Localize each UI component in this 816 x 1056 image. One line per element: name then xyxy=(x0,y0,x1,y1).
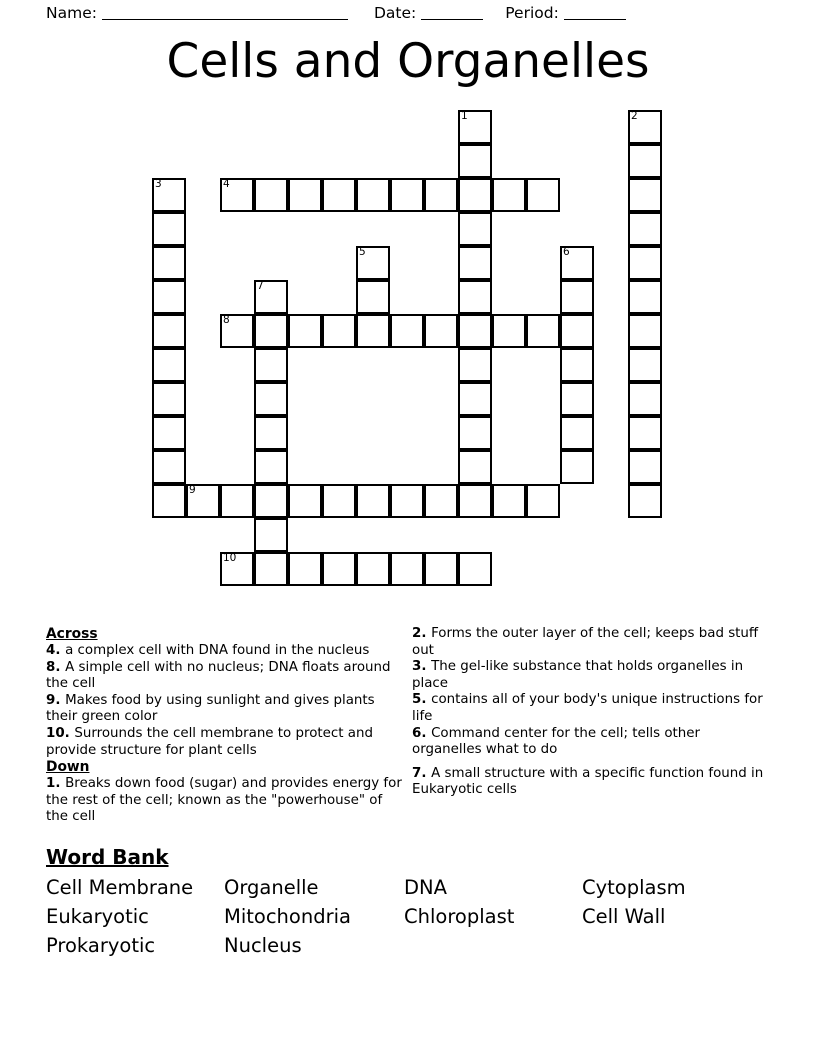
clue-item-1 xyxy=(46,776,402,826)
crossword-cell-r8-c0[interactable] xyxy=(152,382,186,416)
crossword-cell-r6-c7[interactable] xyxy=(390,314,424,348)
crossword-cell-r5-c3[interactable] xyxy=(254,280,288,314)
crossword-cell-r6-c3[interactable] xyxy=(254,314,288,348)
crossword-cell-r5-c14[interactable] xyxy=(628,280,662,314)
crossword-cell-r6-c0[interactable] xyxy=(152,314,186,348)
clue-number: 8. xyxy=(46,659,66,675)
crossword-cell-r7-c9[interactable] xyxy=(458,348,492,382)
clue-item-9 xyxy=(46,693,402,726)
crossword-cell-r9-c0[interactable] xyxy=(152,416,186,450)
period-label: Period: xyxy=(505,4,559,22)
crossword-cell-r5-c12[interactable] xyxy=(560,280,594,314)
clue-text: Makes food by using sunlight and gives plants their green color xyxy=(46,692,375,725)
crossword-cell-r11-c5[interactable] xyxy=(322,484,356,518)
crossword-cell-r9-c9[interactable] xyxy=(458,416,492,450)
crossword-cell-r13-c5[interactable] xyxy=(322,552,356,586)
crossword-cell-r7-c0[interactable] xyxy=(152,348,186,382)
crossword-cell-r4-c9[interactable] xyxy=(458,246,492,280)
crossword-cell-r11-c7[interactable] xyxy=(390,484,424,518)
clue-number: 2. xyxy=(412,626,432,641)
clue-item-7 xyxy=(412,766,770,799)
crossword-cell-r5-c6[interactable] xyxy=(356,280,390,314)
word-bank-section xyxy=(46,844,770,960)
word-bank-word: Mitochondria xyxy=(224,905,351,928)
crossword-cell-r11-c4[interactable] xyxy=(288,484,322,518)
clue-number: 7. xyxy=(412,765,432,781)
crossword-cell-r6-c2[interactable] xyxy=(220,314,254,348)
crossword-cell-r8-c12[interactable] xyxy=(560,382,594,416)
clue-text: Forms the outer layer of the cell; keeps bad stuff out xyxy=(412,626,759,658)
clue-text: A small structure with a specific function found in Eukaryotic cells xyxy=(412,765,764,798)
crossword-cell-r9-c14[interactable] xyxy=(628,416,662,450)
crossword-cell-r7-c14[interactable] xyxy=(628,348,662,382)
crossword-cell-r7-c3[interactable] xyxy=(254,348,288,382)
clue-number: 5. xyxy=(412,692,432,708)
word-bank-heading: Word Bank xyxy=(46,845,169,869)
crossword-cell-r7-c12[interactable] xyxy=(560,348,594,382)
clue-number: 3. xyxy=(412,659,432,675)
clue-heading-across: Across xyxy=(46,626,98,642)
crossword-cell-r2-c10[interactable] xyxy=(492,178,526,212)
word-bank-word: Prokaryotic xyxy=(46,934,156,957)
crossword-cell-r13-c4[interactable] xyxy=(288,552,322,586)
crossword-cell-r0-c9[interactable] xyxy=(458,110,492,144)
clue-item-5 xyxy=(412,692,770,725)
clue-text: A simple cell with no nucleus; DNA floats around the cell xyxy=(46,659,391,692)
crossword-cell-r6-c8[interactable] xyxy=(424,314,458,348)
crossword-cell-r2-c3[interactable] xyxy=(254,178,288,212)
crossword-clue-number-8: 8 xyxy=(223,314,230,326)
crossword-cell-r8-c14[interactable] xyxy=(628,382,662,416)
word-bank-word: Eukaryotic xyxy=(46,905,149,928)
crossword-cell-r4-c0[interactable] xyxy=(152,246,186,280)
crossword-cell-r13-c2[interactable] xyxy=(220,552,254,586)
crossword-clue-number-7: 7 xyxy=(257,280,264,292)
clue-number: 10. xyxy=(46,725,75,741)
date-label: Date: xyxy=(373,4,417,22)
word-bank-word: Cell Membrane xyxy=(46,876,194,899)
crossword-cell-r12-c3[interactable] xyxy=(254,518,288,552)
crossword-cell-r4-c6[interactable] xyxy=(356,246,390,280)
clue-number: 1. xyxy=(46,776,66,792)
crossword-cell-r6-c14[interactable] xyxy=(628,314,662,348)
clue-number: 9. xyxy=(46,692,66,708)
crossword-cell-r1-c14[interactable] xyxy=(628,144,662,178)
clue-text: a complex cell with DNA found in the nucleus xyxy=(65,643,370,658)
crossword-cell-r5-c9[interactable] xyxy=(458,280,492,314)
crossword-cell-r3-c14[interactable] xyxy=(628,212,662,246)
crossword-cell-r6-c11[interactable] xyxy=(526,314,560,348)
crossword-clue-number-2: 2 xyxy=(631,110,638,122)
crossword-cell-r2-c9[interactable] xyxy=(458,178,492,212)
crossword-cell-r2-c6[interactable] xyxy=(356,178,390,212)
crossword-cell-r6-c6[interactable] xyxy=(356,314,390,348)
crossword-cell-r2-c7[interactable] xyxy=(390,178,424,212)
name-label: Name: xyxy=(46,4,97,22)
crossword-clue-number-1: 1 xyxy=(461,110,468,122)
clue-item-10 xyxy=(46,726,402,759)
clues-section xyxy=(46,626,770,836)
clues-right-column xyxy=(412,626,770,799)
crossword-cell-r11-c9[interactable] xyxy=(458,484,492,518)
crossword-cell-r4-c12[interactable] xyxy=(560,246,594,280)
crossword-clue-number-9: 9 xyxy=(189,484,196,496)
crossword-cell-r11-c2[interactable] xyxy=(220,484,254,518)
crossword-cell-r2-c2[interactable] xyxy=(220,178,254,212)
crossword-cell-r3-c9[interactable] xyxy=(458,212,492,246)
crossword-cell-r13-c6[interactable] xyxy=(356,552,390,586)
crossword-cell-r6-c10[interactable] xyxy=(492,314,526,348)
crossword-cell-r6-c5[interactable] xyxy=(322,314,356,348)
crossword-cell-r11-c8[interactable] xyxy=(424,484,458,518)
crossword-cell-r13-c9[interactable] xyxy=(458,552,492,586)
word-bank-word: Cell Wall xyxy=(582,905,666,928)
clue-item-4 xyxy=(46,643,402,660)
word-bank-word: Chloroplast xyxy=(404,905,515,928)
crossword-cell-r10-c12[interactable] xyxy=(560,450,594,484)
crossword-clue-number-3: 3 xyxy=(155,178,162,190)
crossword-cell-r8-c3[interactable] xyxy=(254,382,288,416)
crossword-cell-r10-c0[interactable] xyxy=(152,450,186,484)
word-bank-word: DNA xyxy=(404,876,447,899)
crossword-cell-r0-c14[interactable] xyxy=(628,110,662,144)
clue-text: Command center for the cell; tells other organelles what to do xyxy=(412,725,701,758)
crossword-cell-r13-c7[interactable] xyxy=(390,552,424,586)
word-bank-word: Organelle xyxy=(224,876,319,899)
crossword-cell-r11-c11[interactable] xyxy=(526,484,560,518)
clue-number: 4. xyxy=(46,643,66,658)
clue-text: Surrounds the cell membrane to protect and provide structure for plant cells xyxy=(46,725,373,758)
crossword-cell-r11-c6[interactable] xyxy=(356,484,390,518)
crossword-cell-r13-c8[interactable] xyxy=(424,552,458,586)
crossword-cell-r2-c0[interactable] xyxy=(152,178,186,212)
clue-heading-down: Down xyxy=(46,759,90,776)
crossword-clue-number-4: 4 xyxy=(223,178,230,190)
crossword-cell-r2-c14[interactable] xyxy=(628,178,662,212)
word-bank-list xyxy=(46,873,770,960)
crossword-cell-r11-c10[interactable] xyxy=(492,484,526,518)
page-title: Cells and Organelles xyxy=(166,34,650,89)
clue-text: Breaks down food (sugar) and provides energy for the rest of the cell; known as the "powerhouse" of the cell xyxy=(46,776,402,825)
crossword-cell-r2-c4[interactable] xyxy=(288,178,322,212)
word-bank-word: Nucleus xyxy=(224,934,302,957)
crossword-cell-r11-c1[interactable] xyxy=(186,484,220,518)
crossword-cell-r10-c14[interactable] xyxy=(628,450,662,484)
crossword-cell-r9-c12[interactable] xyxy=(560,416,594,450)
crossword-cell-r2-c11[interactable] xyxy=(526,178,560,212)
clue-item-3 xyxy=(412,659,770,692)
crossword-cell-r9-c3[interactable] xyxy=(254,416,288,450)
crossword-clue-number-5: 5 xyxy=(359,246,366,258)
crossword-cell-r5-c0[interactable] xyxy=(152,280,186,314)
crossword-cell-r13-c3[interactable] xyxy=(254,552,288,586)
crossword-cell-r11-c0[interactable] xyxy=(152,484,186,518)
clues-left-column xyxy=(46,626,402,826)
crossword-cell-r10-c3[interactable] xyxy=(254,450,288,484)
crossword-cell-r2-c8[interactable] xyxy=(424,178,458,212)
crossword-cell-r11-c3[interactable] xyxy=(254,484,288,518)
crossword-cell-r4-c14[interactable] xyxy=(628,246,662,280)
crossword-cell-r6-c12[interactable] xyxy=(560,314,594,348)
word-bank-word: Cytoplasm xyxy=(582,876,686,899)
crossword-cell-r6-c4[interactable] xyxy=(288,314,322,348)
clue-text: The gel-like substance that holds organelles in place xyxy=(412,659,744,691)
clue-text: contains all of your body's unique instructions for life xyxy=(412,692,763,724)
clue-item-8 xyxy=(46,660,402,693)
crossword-cell-r2-c5[interactable] xyxy=(322,178,356,212)
crossword-clue-number-10: 10 xyxy=(223,552,237,564)
crossword-cell-r10-c9[interactable] xyxy=(458,450,492,484)
crossword-cell-r6-c9[interactable] xyxy=(458,314,492,348)
crossword-cell-r8-c9[interactable] xyxy=(458,382,492,416)
crossword-cell-r3-c0[interactable] xyxy=(152,212,186,246)
crossword-cell-r11-c14[interactable] xyxy=(628,484,662,518)
clue-spacer xyxy=(412,759,770,766)
crossword-cell-r1-c9[interactable] xyxy=(458,144,492,178)
clue-item-2 xyxy=(412,626,770,659)
crossword-clue-number-6: 6 xyxy=(563,246,570,258)
clue-item-6 xyxy=(412,726,770,759)
clue-number: 6. xyxy=(412,725,432,741)
